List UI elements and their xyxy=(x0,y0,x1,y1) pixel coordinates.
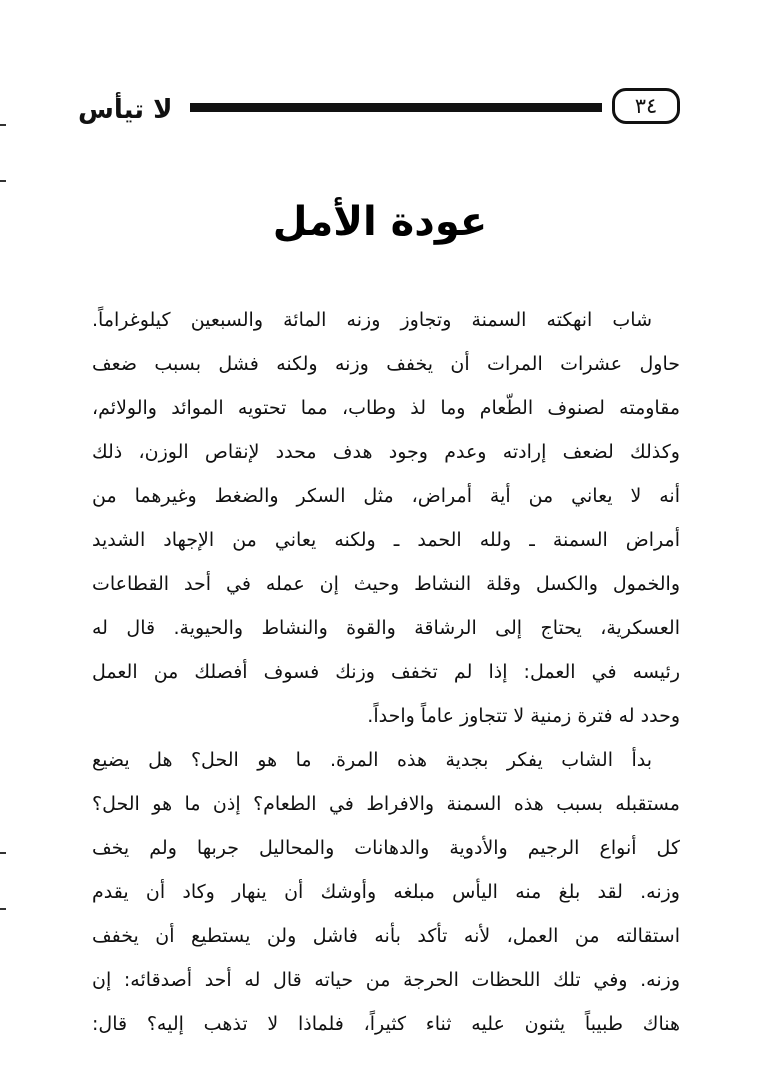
header-rule xyxy=(190,103,602,112)
page-number: ٣٤ xyxy=(612,88,680,124)
text-line: شاب انهكته السمنة وتجاوز وزنه المائة والسبعين كيلوغراماً. xyxy=(92,309,652,331)
paragraph xyxy=(92,298,680,738)
text-line: رئيسه في العمل: إذا لم تخفف وزنك فسوف أفصلك من العمل xyxy=(92,661,680,683)
text-line: وكذلك لضعف إرادته وعدم وجود هدف محدد لإنقاص الوزن، ذلك xyxy=(92,441,680,463)
text-line: استقالته من العمل، لأنه تأكد بأنه فاشل ولن يستطيع أن يخفف xyxy=(92,925,680,947)
text-line: حاول عشرات المرات أن يخفف وزنه ولكنه فشل بسبب ضعف xyxy=(92,353,680,375)
body-text xyxy=(92,298,680,1046)
text-line: والخمول والكسل وقلة النشاط وحيث إن عمله في أحد القطاعات xyxy=(92,573,680,595)
text-line: مستقبله بسبب هذه السمنة والافراط في الطعام؟ إذن ما هو الحل؟ xyxy=(92,793,680,815)
text-line: وحدد له فترة زمنية لا تتجاوز عاماً واحداً. xyxy=(367,705,680,727)
text-line: كل أنواع الرجيم والأدوية والدهانات والمحاليل جربها ولم يخف xyxy=(92,837,680,859)
text-line: هناك طبيباً يثنون عليه ثناء كثيراً، فلماذا لا تذهب إليه؟ قال: xyxy=(92,1013,680,1035)
page-header xyxy=(78,88,680,138)
paragraph xyxy=(92,738,680,1046)
text-line: أنه لا يعاني من أية أمراض، مثل السكر والضغط وغيرهما من xyxy=(92,485,680,507)
text-line: أمراض السمنة ـ ولله الحمد ـ ولكنه يعاني من الإجهاد الشديد xyxy=(92,529,680,551)
margin-mark xyxy=(0,124,6,126)
margin-mark xyxy=(0,852,6,854)
text-line: وزنه. وفي تلك اللحظات الحرجة من حياته قال له أحد أصدقائه: إن xyxy=(92,969,680,991)
margin-mark xyxy=(0,908,6,910)
text-line: العسكرية، يحتاج إلى الرشاقة والقوة والنشاط والحيوية. قال له xyxy=(92,617,680,639)
book-title: لا تيأس xyxy=(78,95,173,125)
chapter-title: عودة الأمل xyxy=(272,199,488,245)
text-line: وزنه. لقد بلغ منه اليأس مبلغه وأوشك أن ينهار وكاد أن يقدم xyxy=(92,881,680,903)
text-line: بدأ الشاب يفكر بجدية هذه المرة. ما هو الحل؟ هل يضيع xyxy=(92,749,652,771)
margin-mark xyxy=(0,180,6,182)
text-line: مقاومته لصنوف الطّعام وما لذ وطاب، مما تحتويه الموائد والولائم، xyxy=(92,397,680,419)
